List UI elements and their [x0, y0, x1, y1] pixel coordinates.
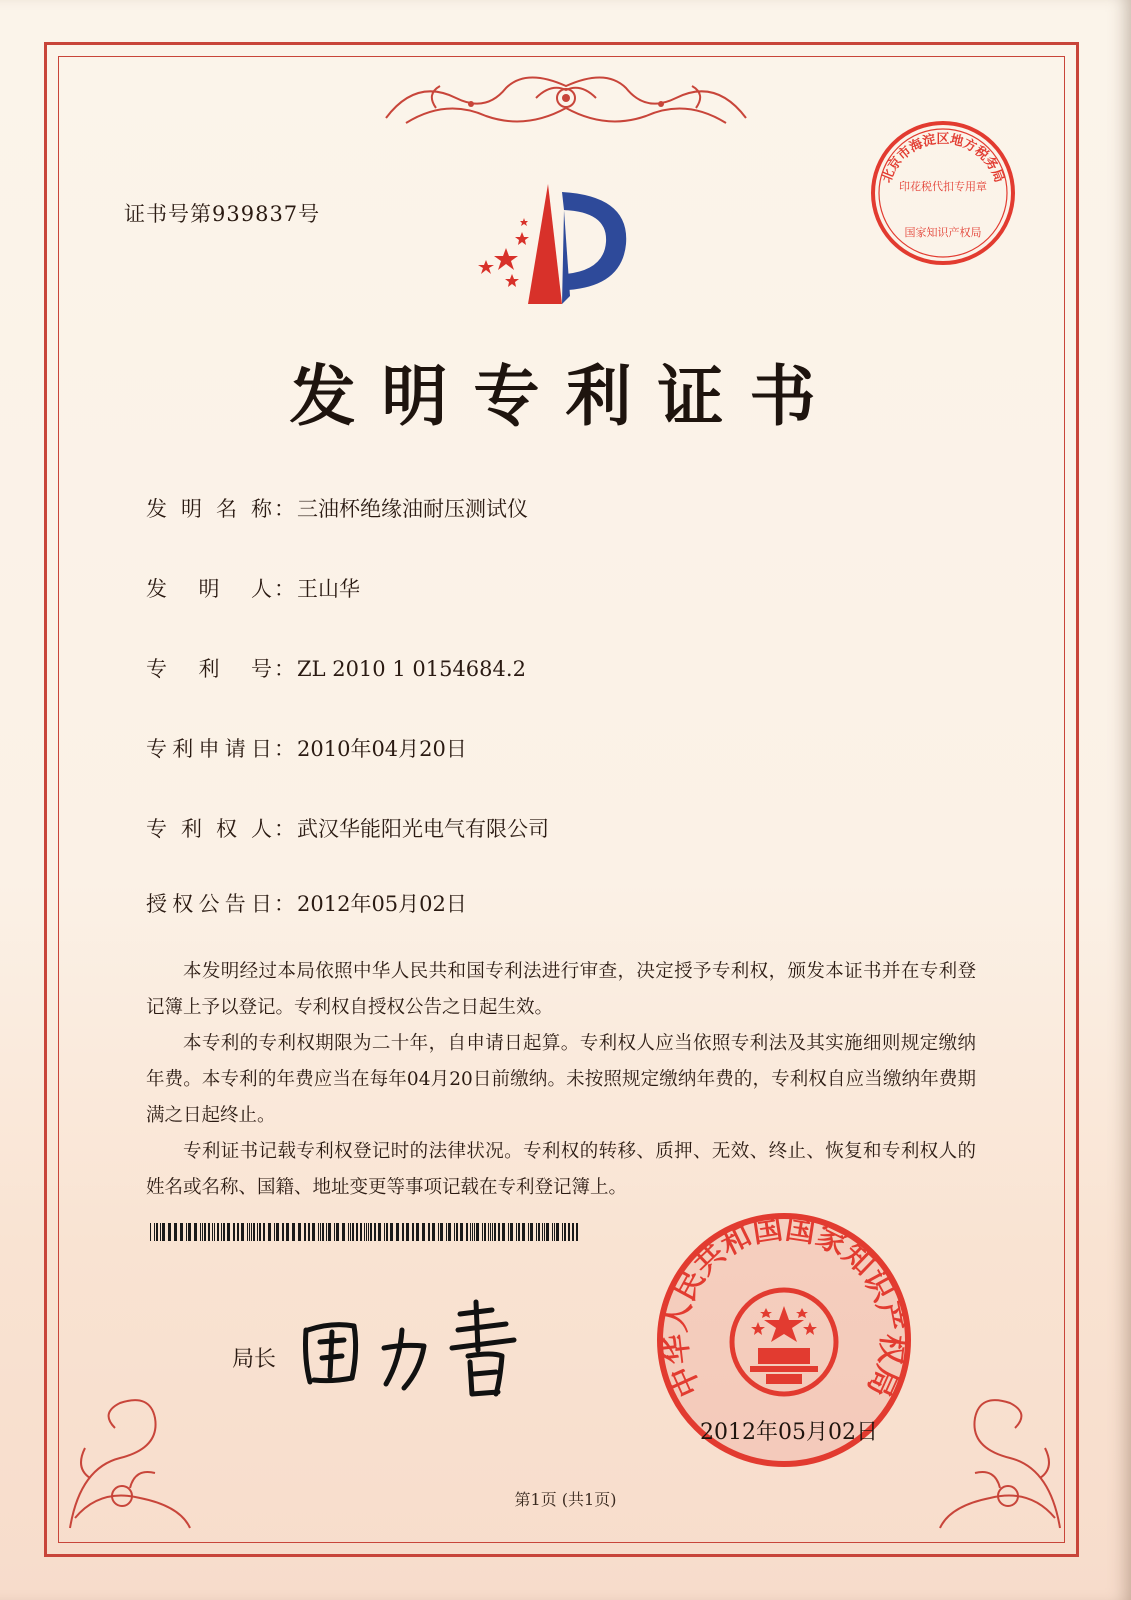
barcode-bar — [364, 1223, 365, 1241]
barcode-bar — [328, 1223, 331, 1241]
barcode-bar — [214, 1223, 215, 1241]
barcode-bar — [440, 1223, 443, 1241]
barcode-bar — [366, 1223, 367, 1241]
certificate-body — [146, 954, 976, 1206]
barcode-bar — [498, 1223, 500, 1241]
field-label: 专利号 — [146, 657, 274, 681]
barcode-bar — [554, 1223, 555, 1241]
barcode-bar — [374, 1223, 376, 1241]
barcode-bar — [516, 1223, 517, 1241]
barcode-bar — [568, 1223, 570, 1241]
barcode-bar — [536, 1223, 537, 1241]
barcode-bar — [217, 1223, 219, 1241]
barcode-bar — [334, 1223, 335, 1241]
page-number: 第1页 (共1页) — [514, 1490, 617, 1509]
barcode-bar — [528, 1223, 529, 1241]
barcode-bar — [156, 1223, 158, 1241]
bottom-right-ornament — [930, 1378, 1070, 1538]
barcode-bar — [259, 1223, 261, 1241]
director-label: 局长 — [232, 1347, 277, 1372]
barcode-bar — [518, 1223, 520, 1241]
barcode-bar — [350, 1223, 351, 1241]
barcode-bar — [204, 1223, 206, 1241]
barcode-bar — [186, 1223, 187, 1241]
patent-office-emblem-icon — [466, 178, 636, 318]
barcode-bar — [438, 1223, 439, 1241]
barcode-bar — [188, 1223, 191, 1241]
field-label: 专利权人 — [146, 817, 274, 841]
field-patent-number: 专利号：ZL 2010 1 0154684.2 — [146, 653, 526, 683]
top-ornament — [376, 68, 756, 136]
tax-stamp-bottom-text: 国家知识产权局 — [904, 226, 982, 239]
barcode-bar — [286, 1223, 289, 1241]
barcode-bar — [326, 1223, 327, 1241]
field-value: 三油杯绝缘油耐压测试仪 — [297, 497, 528, 521]
barcode-bar — [402, 1223, 404, 1241]
field-value: 2012年05月02日 — [297, 892, 467, 916]
barcode-bar — [257, 1223, 258, 1241]
barcode-bar — [202, 1223, 203, 1241]
barcode-bar — [348, 1223, 349, 1241]
barcode-bar — [160, 1223, 161, 1241]
certificate-title: 发明专利证书 — [289, 357, 842, 435]
barcode-bar — [263, 1223, 265, 1241]
barcode-bar — [494, 1223, 496, 1241]
field-grant-date: 授权公告日：2012年05月02日 — [146, 888, 467, 918]
barcode-bar — [456, 1223, 458, 1241]
barcode-bar — [476, 1223, 479, 1241]
barcode-bar — [308, 1223, 310, 1241]
barcode-bar — [154, 1223, 155, 1241]
barcode-bar — [223, 1223, 225, 1241]
barcode-bar — [241, 1223, 244, 1241]
barcode-bar — [384, 1223, 385, 1241]
barcode-bar — [312, 1223, 315, 1241]
field-application-date: 专利申请日：2010年04月20日 — [146, 733, 467, 763]
barcode-bar — [474, 1223, 475, 1241]
barcode-bar — [490, 1223, 491, 1241]
barcode-bar — [390, 1223, 393, 1241]
barcode — [150, 1223, 580, 1241]
field-invention-name: 发明名称：三油杯绝缘油耐压测试仪 — [146, 493, 528, 523]
barcode-bar — [368, 1223, 369, 1241]
barcode-bar — [406, 1223, 409, 1241]
barcode-bar — [488, 1223, 489, 1241]
barcode-bar — [251, 1223, 252, 1241]
barcode-bar — [572, 1223, 574, 1241]
field-label: 发明名称 — [146, 497, 274, 521]
barcode-bar — [454, 1223, 455, 1241]
barcode-bar — [502, 1223, 505, 1241]
barcode-bar — [162, 1223, 165, 1241]
seal-date: 2012年05月02日 — [700, 1420, 878, 1445]
tax-stamp-ring-text: 北京市海淀区地方税务局 — [879, 131, 1007, 185]
barcode-bar — [274, 1223, 275, 1241]
barcode-bar — [386, 1223, 388, 1241]
barcode-bar — [180, 1223, 183, 1241]
body-paragraph: 本专利的专利权期限为二十年，自申请日起算。专利权人应当依照专利法及其实施细则规定缴纳年费。本专利的年费应当在每年04月20日前缴纳。未按照规定缴纳年费的，专利权自应当缴纳年费期满之日起终止。 — [146, 1033, 976, 1126]
barcode-bar — [336, 1223, 339, 1241]
barcode-bar — [200, 1223, 201, 1241]
body-paragraph: 专利证书记载专利权登记时的法律状况。专利权的转移、质押、无效、终止、恢复和专利权人的姓名或名称、国籍、地址变更等事项记载在专利登记簿上。 — [146, 1141, 976, 1198]
barcode-bar — [292, 1223, 295, 1241]
barcode-bar — [530, 1223, 533, 1241]
barcode-bar — [544, 1223, 545, 1241]
barcode-bar — [249, 1223, 250, 1241]
barcode-bar — [174, 1223, 177, 1241]
barcode-bar — [276, 1223, 279, 1241]
barcode-bar — [253, 1223, 255, 1241]
field-value: ZL 2010 1 0154684.2 — [297, 657, 526, 681]
barcode-bar — [268, 1223, 271, 1241]
barcode-bar — [356, 1223, 358, 1241]
director-signature — [292, 1290, 542, 1410]
field-label: 发明人 — [146, 577, 274, 601]
barcode-bar — [416, 1223, 419, 1241]
barcode-bar — [522, 1223, 525, 1241]
body-paragraph: 本发明经过本局依照中华人民共和国专利法进行审查，决定授予专利权，颁发本证书并在专利登记簿上予以登记。专利权自授权公告之日起生效。 — [146, 961, 976, 1018]
barcode-bar — [510, 1223, 513, 1241]
barcode-bar — [576, 1223, 578, 1241]
field-patentee: 专利权人：武汉华能阳光电气有限公司 — [146, 813, 549, 843]
barcode-bar — [492, 1223, 493, 1241]
barcode-bar — [546, 1223, 549, 1241]
barcode-bar — [360, 1223, 362, 1241]
barcode-bar — [227, 1223, 230, 1241]
barcode-bar — [320, 1223, 321, 1241]
barcode-bar — [298, 1223, 301, 1241]
barcode-bar — [542, 1223, 543, 1241]
barcode-bar — [396, 1223, 399, 1241]
barcode-bar — [422, 1223, 425, 1241]
barcode-bar — [556, 1223, 559, 1241]
barcode-bar — [564, 1223, 566, 1241]
field-value: 王山华 — [297, 577, 360, 601]
barcode-bar — [482, 1223, 483, 1241]
barcode-bar — [562, 1223, 563, 1241]
barcode-bar — [212, 1223, 213, 1241]
field-label: 授权公告日 — [146, 892, 274, 916]
barcode-bar — [282, 1223, 284, 1241]
barcode-bar — [428, 1223, 430, 1241]
certificate-number: 证书号第939837号 — [124, 202, 321, 226]
barcode-bar — [508, 1223, 509, 1241]
barcode-bar — [470, 1223, 471, 1241]
tax-stamp-center-text: 印花税代扣专用章 — [899, 180, 987, 193]
barcode-bar — [233, 1223, 235, 1241]
bottom-left-ornament — [60, 1378, 200, 1538]
barcode-bar — [194, 1223, 197, 1241]
barcode-bar — [168, 1223, 171, 1241]
field-inventor: 发明人：王山华 — [146, 573, 360, 603]
barcode-bar — [446, 1223, 447, 1241]
barcode-bar — [342, 1223, 345, 1241]
tax-stamp — [868, 118, 1018, 268]
barcode-bar — [538, 1223, 540, 1241]
barcode-bar — [466, 1223, 468, 1241]
field-label: 专利申请日 — [146, 737, 274, 761]
barcode-bar — [322, 1223, 324, 1241]
barcode-bar — [370, 1223, 372, 1241]
barcode-bar — [237, 1223, 239, 1241]
field-value: 2010年04月20日 — [297, 737, 467, 761]
seal-ring-text: 中华人民共和国国家知识产权局 — [658, 1211, 910, 1402]
barcode-bar — [448, 1223, 451, 1241]
field-value: 武汉华能阳光电气有限公司 — [297, 817, 549, 841]
barcode-bar — [318, 1223, 319, 1241]
barcode-bar — [208, 1223, 210, 1241]
barcode-bar — [150, 1223, 151, 1241]
barcode-bar — [484, 1223, 486, 1241]
barcode-bar — [378, 1223, 381, 1241]
barcode-bar — [221, 1223, 222, 1241]
barcode-bar — [432, 1223, 435, 1241]
barcode-bar — [247, 1223, 248, 1241]
barcode-bar — [472, 1223, 473, 1241]
barcode-bar — [552, 1223, 553, 1241]
barcode-bar — [304, 1223, 306, 1241]
barcode-bar — [352, 1223, 354, 1241]
barcode-bar — [460, 1223, 463, 1241]
barcode-bar — [412, 1223, 414, 1241]
